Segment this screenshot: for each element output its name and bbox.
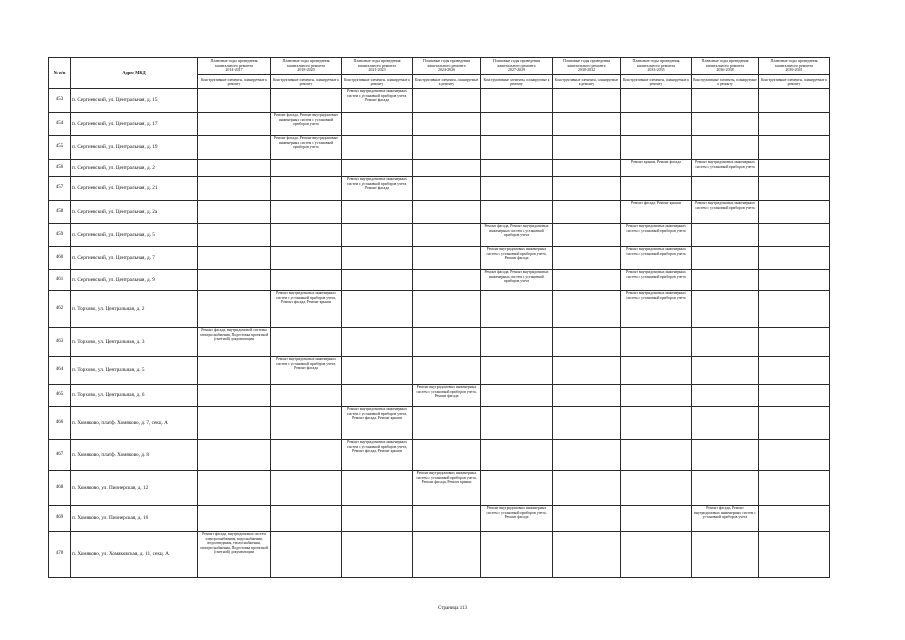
repair-cell bbox=[759, 270, 830, 291]
header-period: Плановые годы проведения капитального ремонта 2021-2023 bbox=[342, 58, 413, 75]
repair-cell bbox=[271, 160, 342, 177]
repair-cell bbox=[553, 177, 621, 201]
repair-cell bbox=[342, 247, 413, 270]
repair-cell bbox=[621, 440, 692, 471]
repair-cell bbox=[692, 407, 759, 440]
repair-cell bbox=[271, 407, 342, 440]
row-address: п. Сергиевский, ул. Центральная, д. 5 bbox=[71, 224, 198, 247]
repair-cell bbox=[621, 328, 692, 357]
repair-cell: Ремонт внутридомовых инженерных систем с установкой приборов учета, Ремонт фасада bbox=[342, 89, 413, 113]
repair-cell bbox=[553, 532, 621, 578]
capital-repair-schedule-table bbox=[48, 57, 830, 578]
repair-cell bbox=[198, 506, 271, 532]
repair-cell bbox=[759, 291, 830, 328]
row-number: 459 bbox=[49, 224, 71, 247]
table-row bbox=[49, 270, 830, 291]
repair-cell bbox=[553, 440, 621, 471]
repair-cell bbox=[553, 160, 621, 177]
repair-cell bbox=[413, 291, 481, 328]
repair-cell bbox=[413, 177, 481, 201]
repair-cell bbox=[692, 247, 759, 270]
repair-cell bbox=[413, 136, 481, 160]
row-address: п. Хомяково, платф. Хомяково, д. 8 bbox=[71, 440, 198, 471]
page-footer: Страница 113 bbox=[437, 606, 468, 611]
repair-cell bbox=[271, 224, 342, 247]
repair-cell bbox=[413, 407, 481, 440]
repair-cell bbox=[759, 136, 830, 160]
repair-cell bbox=[621, 407, 692, 440]
repair-cell bbox=[481, 440, 553, 471]
header-period: Плановые годы проведения капитального ремонта 2018-2020 bbox=[271, 58, 342, 75]
row-address: п. Торхово, ул. Центральная, д. 3 bbox=[71, 328, 198, 357]
repair-cell bbox=[198, 89, 271, 113]
repair-cell bbox=[198, 113, 271, 136]
repair-cell bbox=[271, 270, 342, 291]
table-row bbox=[49, 177, 830, 201]
row-number: 462 bbox=[49, 291, 71, 328]
repair-cell bbox=[342, 291, 413, 328]
repair-cell bbox=[553, 385, 621, 407]
table-row bbox=[49, 201, 830, 224]
header-period: Плановые годы проведения капитального ремонта 2033-2035 bbox=[621, 58, 692, 75]
table-row bbox=[49, 407, 830, 440]
header-subtitle: Конструктивные элементы, планируемые к ремонту bbox=[198, 75, 271, 89]
header-address: Адрес МКД bbox=[71, 58, 198, 89]
repair-cell bbox=[342, 328, 413, 357]
header-period: Плановые годы проведения капитального ремонта 2014-2017 bbox=[198, 58, 271, 75]
row-address: п. Хомяково, ул. Хомяковская, д. 11, секц. А bbox=[71, 532, 198, 578]
row-address: п. Торхово, ул. Центральная, д. 2 bbox=[71, 291, 198, 328]
header-subtitle: Конструктивные элементы, планируемые к ремонту bbox=[553, 75, 621, 89]
repair-cell: Ремонт фасада, внутридомовых систем электроснабжения, водоснабжения, водоотведения, теплоснабжения, электроснабжения, Подготовка проектной (сметной) документации bbox=[198, 532, 271, 578]
repair-cell bbox=[198, 177, 271, 201]
repair-cell bbox=[413, 440, 481, 471]
repair-cell bbox=[692, 291, 759, 328]
repair-cell bbox=[759, 177, 830, 201]
repair-cell bbox=[553, 291, 621, 328]
row-number: 465 bbox=[49, 385, 71, 407]
repair-cell bbox=[198, 440, 271, 471]
row-address: п. Сергиевский, ул. Центральная, д. 21 bbox=[71, 177, 198, 201]
repair-cell bbox=[413, 506, 481, 532]
repair-cell bbox=[342, 506, 413, 532]
repair-cell bbox=[342, 136, 413, 160]
table-row bbox=[49, 136, 830, 160]
repair-cell bbox=[481, 113, 553, 136]
repair-cell bbox=[481, 160, 553, 177]
repair-cell bbox=[759, 471, 830, 506]
repair-cell bbox=[198, 247, 271, 270]
table-row bbox=[49, 224, 830, 247]
table-body bbox=[49, 89, 830, 578]
repair-cell: Ремонт внутридомовых инженерных систем с установкой приборов учета, Ремонт фасада, Ремонт крыши bbox=[271, 291, 342, 328]
header-period: Плановые годы проведения капитального ремонта 2030-2032 bbox=[553, 58, 621, 75]
repair-cell bbox=[481, 357, 553, 385]
repair-cell bbox=[198, 291, 271, 328]
repair-cell bbox=[198, 160, 271, 177]
repair-cell bbox=[481, 407, 553, 440]
repair-cell: Ремонт внутридомовых инженерных систем с установкой приборов учета bbox=[621, 224, 692, 247]
repair-cell bbox=[692, 328, 759, 357]
repair-cell bbox=[481, 532, 553, 578]
row-number: 461 bbox=[49, 270, 71, 291]
repair-cell bbox=[481, 136, 553, 160]
repair-cell bbox=[759, 89, 830, 113]
repair-cell: Ремонт фасада, Ремонт крыши bbox=[621, 201, 692, 224]
repair-cell bbox=[271, 440, 342, 471]
table-row bbox=[49, 291, 830, 328]
repair-cell bbox=[342, 385, 413, 407]
repair-cell: Ремонт внутридомовых инженерных систем с установкой приборов учета, Ремонт фасада, Ремонт крыши bbox=[342, 440, 413, 471]
repair-cell bbox=[198, 224, 271, 247]
table-row bbox=[49, 89, 830, 113]
repair-cell bbox=[413, 160, 481, 177]
repair-cell bbox=[271, 532, 342, 578]
repair-cell bbox=[692, 440, 759, 471]
repair-cell bbox=[342, 160, 413, 177]
table-row bbox=[49, 113, 830, 136]
repair-cell bbox=[621, 471, 692, 506]
repair-cell bbox=[413, 89, 481, 113]
repair-cell bbox=[621, 177, 692, 201]
row-number: 454 bbox=[49, 113, 71, 136]
repair-cell bbox=[481, 328, 553, 357]
repair-cell bbox=[271, 328, 342, 357]
table-row bbox=[49, 385, 830, 407]
header-subtitle: Конструктивные элементы, планируемые к ремонту bbox=[271, 75, 342, 89]
repair-cell bbox=[342, 357, 413, 385]
repair-cell bbox=[198, 136, 271, 160]
repair-cell bbox=[413, 224, 481, 247]
repair-cell bbox=[759, 113, 830, 136]
repair-cell bbox=[553, 328, 621, 357]
repair-cell bbox=[692, 270, 759, 291]
row-address: п. Сергиевский, ул. Центральная, д. 15 bbox=[71, 89, 198, 113]
row-number: 470 bbox=[49, 532, 71, 578]
repair-cell bbox=[413, 113, 481, 136]
repair-cell bbox=[198, 471, 271, 506]
repair-cell bbox=[621, 532, 692, 578]
row-address: п. Хомяково, ул. Пионерская, д. 16 bbox=[71, 506, 198, 532]
repair-cell bbox=[621, 89, 692, 113]
repair-cell bbox=[342, 532, 413, 578]
row-address: п. Сергиевский, ул. Центральная, д. 9 bbox=[71, 270, 198, 291]
repair-cell: Ремонт внутридомовых инженерных систем с установкой приборов учета, Ремонт фасада bbox=[413, 385, 481, 407]
repair-cell bbox=[481, 471, 553, 506]
repair-cell bbox=[553, 89, 621, 113]
repair-cell: Ремонт внутридомовых инженерных систем с установкой приборов учета bbox=[621, 270, 692, 291]
repair-cell bbox=[553, 270, 621, 291]
repair-cell bbox=[692, 385, 759, 407]
row-number: 458 bbox=[49, 201, 71, 224]
header-subtitle: Конструктивные элементы, планируемые к ремонту bbox=[621, 75, 692, 89]
repair-cell: Ремонт фасада, Ремонт внутридомовых инженерных систем с установкой приборов учета bbox=[271, 136, 342, 160]
repair-cell bbox=[198, 385, 271, 407]
table-row bbox=[49, 506, 830, 532]
repair-cell bbox=[342, 201, 413, 224]
repair-cell bbox=[759, 506, 830, 532]
repair-cell bbox=[198, 201, 271, 224]
repair-cell bbox=[413, 328, 481, 357]
repair-cell bbox=[481, 385, 553, 407]
repair-cell bbox=[553, 506, 621, 532]
repair-cell bbox=[692, 177, 759, 201]
row-address: п. Сергиевский, ул. Центральная, д. 7 bbox=[71, 247, 198, 270]
repair-cell bbox=[553, 357, 621, 385]
row-number: 468 bbox=[49, 471, 71, 506]
table-row bbox=[49, 440, 830, 471]
row-address: п. Сергиевский, ул. Центральная, д. 2 bbox=[71, 160, 198, 177]
repair-cell bbox=[692, 113, 759, 136]
repair-cell bbox=[271, 385, 342, 407]
header-subtitle: Конструктивные элементы, планируемые к ремонту bbox=[759, 75, 830, 89]
row-number: 464 bbox=[49, 357, 71, 385]
row-number: 456 bbox=[49, 160, 71, 177]
repair-cell bbox=[553, 471, 621, 506]
row-number: 463 bbox=[49, 328, 71, 357]
row-number: 453 bbox=[49, 89, 71, 113]
repair-cell bbox=[759, 160, 830, 177]
repair-cell: Ремонт внутридомовых инженерных систем с установкой приборов учета, Ремонт фасада, Ремонт крыши bbox=[342, 407, 413, 440]
repair-cell bbox=[342, 471, 413, 506]
repair-cell bbox=[413, 532, 481, 578]
repair-cell bbox=[271, 506, 342, 532]
table-row bbox=[49, 357, 830, 385]
repair-cell bbox=[271, 247, 342, 270]
repair-cell: Ремонт фасада, Ремонт внутридомовых инженерных систем с установкой приборов учета bbox=[271, 113, 342, 136]
repair-cell bbox=[759, 247, 830, 270]
repair-cell bbox=[198, 270, 271, 291]
repair-cell: Ремонт фасада, Ремонт внутридомовых инженерных систем с установкой приборов учета bbox=[692, 506, 759, 532]
repair-cell bbox=[413, 247, 481, 270]
table-row bbox=[49, 532, 830, 578]
repair-cell: Ремонт фасада, Ремонт внутридомовых инженерных систем с установкой приборов учета bbox=[481, 270, 553, 291]
repair-cell bbox=[342, 224, 413, 247]
row-address: п. Сергиевский, ул. Центральная, д. 17 bbox=[71, 113, 198, 136]
row-address: п. Сергиевский, ул. Центральная, д. 2а bbox=[71, 201, 198, 224]
repair-cell: Ремонт внутридомовых инженерных систем с установкой приборов учета, Ремонт фасада bbox=[271, 357, 342, 385]
table-row bbox=[49, 160, 830, 177]
table-row bbox=[49, 328, 830, 357]
row-number: 455 bbox=[49, 136, 71, 160]
row-address: п. Торхово, ул. Центральная, д. 5 bbox=[71, 357, 198, 385]
header-number: № п/п bbox=[49, 58, 71, 89]
table-row bbox=[49, 247, 830, 270]
repair-cell bbox=[621, 136, 692, 160]
repair-cell: Ремонт внутридомовых инженерных систем с установкой приборов учета bbox=[621, 291, 692, 328]
repair-cell: Ремонт внутридомовых инженерных систем с установкой приборов учета, Ремонт фасада bbox=[481, 247, 553, 270]
repair-cell bbox=[553, 136, 621, 160]
repair-cell: Ремонт внутридомовых инженерных систем с установкой приборов учета bbox=[692, 201, 759, 224]
repair-cell: Ремонт крыши, Ремонт фасада bbox=[621, 160, 692, 177]
repair-cell bbox=[553, 407, 621, 440]
repair-cell bbox=[342, 113, 413, 136]
repair-cell bbox=[342, 270, 413, 291]
header-subtitle: Конструктивные элементы, планируемые к ремонту bbox=[692, 75, 759, 89]
row-address: п. Хомяково, платф. Хомяково, д. 7, секц. А bbox=[71, 407, 198, 440]
row-address: п. Сергиевский, ул. Центральная, д. 19 bbox=[71, 136, 198, 160]
repair-cell bbox=[271, 89, 342, 113]
repair-cell bbox=[481, 89, 553, 113]
repair-cell bbox=[692, 471, 759, 506]
header-period: Плановые годы проведения капитального ремонта 2036-2038 bbox=[692, 58, 759, 75]
repair-cell bbox=[692, 136, 759, 160]
repair-cell bbox=[759, 385, 830, 407]
repair-cell bbox=[759, 328, 830, 357]
row-address: п. Торхово, ул. Центральная, д. 6 bbox=[71, 385, 198, 407]
repair-cell bbox=[271, 177, 342, 201]
repair-cell bbox=[413, 357, 481, 385]
repair-cell bbox=[481, 177, 553, 201]
repair-cell: Ремонт фасада, Ремонт внутридомовых инженерных систем с установкой приборов учета bbox=[481, 224, 553, 247]
row-number: 460 bbox=[49, 247, 71, 270]
repair-cell bbox=[413, 201, 481, 224]
repair-cell bbox=[759, 224, 830, 247]
row-number: 467 bbox=[49, 440, 71, 471]
repair-cell bbox=[759, 440, 830, 471]
repair-cell bbox=[759, 407, 830, 440]
repair-cell bbox=[481, 201, 553, 224]
repair-cell bbox=[553, 113, 621, 136]
repair-cell: Ремонт внутридомовых инженерных систем с установкой приборов учета bbox=[621, 247, 692, 270]
header-period: Плановые годы проведения капитального ремонта 2024-2026 bbox=[413, 58, 481, 75]
row-address: п. Хомяково, ул. Пионерская, д. 12 bbox=[71, 471, 198, 506]
repair-cell: Ремонт внутридомовых инженерных систем с установкой приборов учета, Ремонт фасада bbox=[481, 506, 553, 532]
repair-cell: Ремонт внутридомовых инженерных систем с установкой приборов учета bbox=[692, 160, 759, 177]
repair-cell bbox=[692, 89, 759, 113]
repair-cell bbox=[692, 532, 759, 578]
repair-cell bbox=[481, 291, 553, 328]
repair-cell bbox=[621, 385, 692, 407]
repair-cell bbox=[759, 532, 830, 578]
repair-cell bbox=[271, 201, 342, 224]
repair-cell bbox=[621, 357, 692, 385]
header-subtitle: Конструктивные элементы, планируемые к ремонту bbox=[342, 75, 413, 89]
repair-cell: Ремонт внутридомовых инженерных систем с установкой приборов учета, Ремонт фасада bbox=[342, 177, 413, 201]
repair-cell bbox=[621, 506, 692, 532]
repair-cell bbox=[692, 224, 759, 247]
header-period: Плановые годы проведения капитального ремонта 2039-2041 bbox=[759, 58, 830, 75]
row-number: 457 bbox=[49, 177, 71, 201]
repair-cell bbox=[553, 224, 621, 247]
repair-cell bbox=[198, 407, 271, 440]
header-period: Плановые годы проведения капитального ремонта 2027-2029 bbox=[481, 58, 553, 75]
repair-cell: Ремонт внутридомовых инженерных систем с установкой приборов учета, Ремонт фасада, Ремонт крыши bbox=[413, 471, 481, 506]
header-subtitle: Конструктивные элементы, планируемые к ремонту bbox=[481, 75, 553, 89]
repair-cell bbox=[271, 471, 342, 506]
row-number: 466 bbox=[49, 407, 71, 440]
repair-cell bbox=[553, 201, 621, 224]
table-row bbox=[49, 471, 830, 506]
repair-cell bbox=[692, 357, 759, 385]
repair-cell: Ремонт фасада, внутридомовой системы электроснабжения, Подготовка проектной (сметной) документации bbox=[198, 328, 271, 357]
row-number: 469 bbox=[49, 506, 71, 532]
repair-cell bbox=[198, 357, 271, 385]
repair-cell bbox=[759, 201, 830, 224]
repair-cell bbox=[553, 247, 621, 270]
repair-cell bbox=[621, 113, 692, 136]
repair-cell bbox=[413, 270, 481, 291]
header-subtitle: Конструктивные элементы, планируемые к ремонту bbox=[413, 75, 481, 89]
repair-cell bbox=[759, 357, 830, 385]
